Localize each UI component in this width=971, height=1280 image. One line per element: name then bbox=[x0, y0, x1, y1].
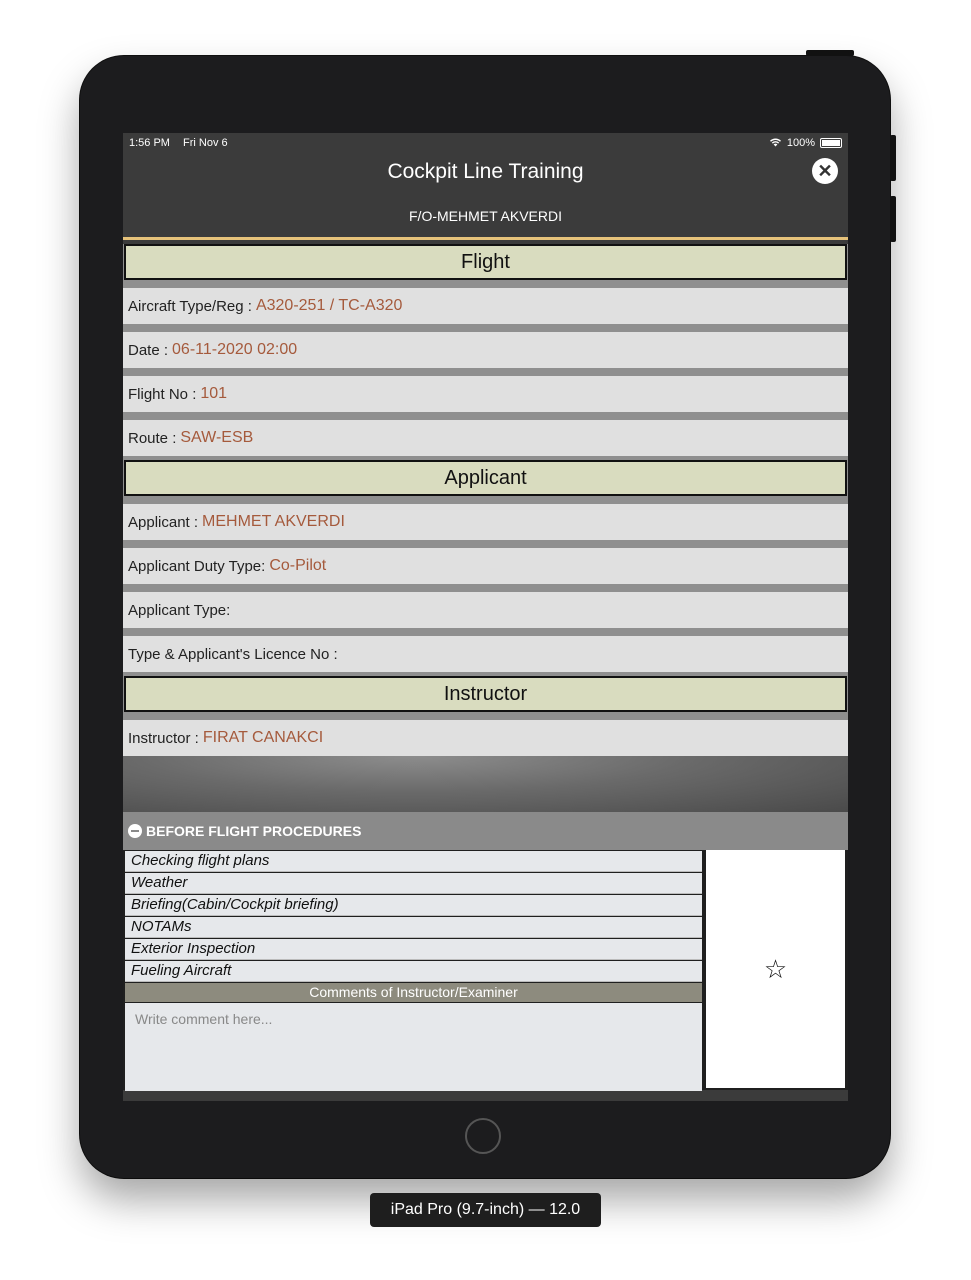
field-label: Date : bbox=[128, 341, 169, 359]
field-value: FIRAT CANAKCI bbox=[202, 729, 324, 746]
rating-panel bbox=[706, 850, 845, 1088]
section-instructor-heading: Instructor bbox=[124, 676, 847, 712]
field-label: Applicant Duty Type: bbox=[128, 557, 266, 575]
procedure-item[interactable]: Briefing(Cabin/Cockpit briefing) bbox=[125, 895, 702, 916]
wifi-icon bbox=[769, 137, 782, 150]
field-aircraft-type[interactable] bbox=[123, 288, 848, 324]
field-route[interactable] bbox=[123, 420, 848, 456]
header-divider bbox=[123, 237, 848, 240]
field-label: Aircraft Type/Reg : bbox=[128, 297, 252, 315]
field-instructor[interactable] bbox=[123, 720, 848, 756]
field-value: Co-Pilot bbox=[269, 557, 327, 574]
page-title: Cockpit Line Training bbox=[387, 160, 584, 183]
app-screen bbox=[123, 133, 848, 1101]
section-flight-heading: Flight bbox=[124, 244, 847, 280]
battery-icon bbox=[820, 138, 842, 148]
field-value: 101 bbox=[200, 385, 228, 402]
procedure-item[interactable]: Weather bbox=[125, 873, 702, 894]
battery-percent: 100% bbox=[786, 137, 815, 149]
procedures-panel bbox=[123, 850, 848, 1090]
nav-header bbox=[123, 153, 848, 237]
procedure-checklist bbox=[125, 850, 702, 1090]
field-applicant[interactable] bbox=[123, 504, 848, 540]
field-licence-no[interactable] bbox=[123, 636, 848, 672]
collapse-icon bbox=[128, 824, 142, 838]
field-applicant-type[interactable] bbox=[123, 592, 848, 628]
comment-input[interactable]: Write comment here... bbox=[125, 1003, 702, 1091]
volume-down-button bbox=[890, 196, 896, 242]
field-flight-no[interactable] bbox=[123, 376, 848, 412]
power-button bbox=[806, 50, 854, 56]
field-date[interactable] bbox=[123, 332, 848, 368]
procedure-item[interactable]: Fueling Aircraft bbox=[125, 961, 702, 982]
procedure-item[interactable]: Checking flight plans bbox=[125, 851, 702, 872]
field-label: Route : bbox=[128, 429, 177, 447]
trainee-name: F/O-MEHMET AKVERDI bbox=[409, 208, 562, 224]
field-label: Applicant : bbox=[128, 513, 199, 531]
spacer-band bbox=[123, 756, 848, 812]
field-label: Instructor : bbox=[128, 729, 199, 747]
procedure-item[interactable]: Exterior Inspection bbox=[125, 939, 702, 960]
star-icon[interactable]: ☆ bbox=[763, 953, 788, 984]
status-bar bbox=[123, 133, 848, 153]
close-button[interactable]: ✕ bbox=[812, 158, 838, 184]
field-value: MEHMET AKVERDI bbox=[202, 513, 345, 530]
field-label: Type & Applicant's Licence No : bbox=[128, 645, 338, 663]
form-content bbox=[123, 244, 848, 756]
field-applicant-duty-type[interactable] bbox=[123, 548, 848, 584]
field-label: Flight No : bbox=[128, 385, 197, 403]
comments-heading: Comments of Instructor/Examiner bbox=[125, 983, 702, 1002]
status-date: Fri Nov 6 bbox=[183, 137, 228, 149]
simulator-device-label: iPad Pro (9.7-inch) — 12.0 bbox=[370, 1193, 601, 1227]
field-value: 06-11-2020 02:00 bbox=[172, 341, 298, 358]
field-value: SAW-ESB bbox=[180, 429, 254, 446]
status-time: 1:56 PM bbox=[129, 137, 170, 149]
procedures-title: BEFORE FLIGHT PROCEDURES bbox=[146, 823, 362, 839]
field-label: Applicant Type: bbox=[128, 601, 231, 619]
field-value: A320-251 / TC-A320 bbox=[255, 297, 403, 314]
home-button[interactable] bbox=[465, 1118, 501, 1154]
volume-up-button bbox=[890, 135, 896, 181]
section-applicant-heading: Applicant bbox=[124, 460, 847, 496]
procedures-section-toggle[interactable] bbox=[123, 812, 848, 850]
procedure-item[interactable]: NOTAMs bbox=[125, 917, 702, 938]
